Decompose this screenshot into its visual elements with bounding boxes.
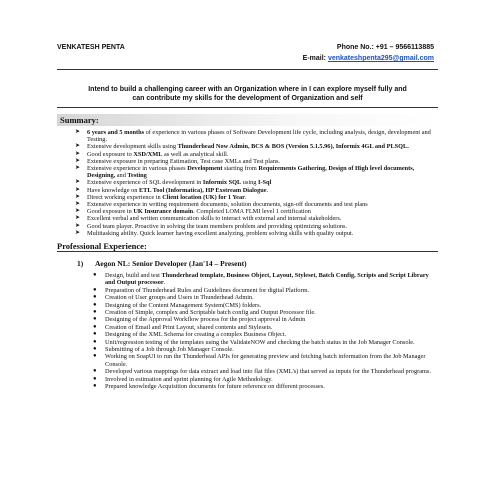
arrow-bullet-icon: ➤ [75,201,81,208]
summary-heading: Summary: [60,115,99,125]
list-item: ● Submitting of a Job through Job Manager Console. [93,346,234,354]
list-item: ➤ Extensive experience in various phases Development starting from Requirements Gathering, Design of High level documents, Designing, and Testing [75,165,415,180]
list-item: ➤ Good exposure in UK Insurance domain. Completed LOMA FLMI level 1 certification [75,208,311,216]
experience-rule [57,251,438,252]
round-bullet-icon: ● [93,316,97,323]
responsibility-list [57,272,435,391]
round-bullet-icon: ● [93,383,97,390]
round-bullet-icon: ● [93,331,97,338]
list-item: ● Creation of Email and Print Layout, shared contents and Stylesets. [93,323,273,331]
email-line [303,55,434,62]
round-bullet-icon: ● [93,272,97,278]
experience-heading: Professional Experience: [57,241,147,251]
list-item: ● Creation of User groups and Users in Thunderhead Admin. [93,294,254,302]
candidate-name: VENKATESH PENTA [57,44,125,51]
list-item: ➤ 6 years and 5 months of experience in various phases of Software Development life cycle, including analysis, design, development and Testing. [75,129,431,144]
list-item: ● Designing of the Content Management System(CMS) folders. [93,301,262,309]
list-item: ● Prepared knowledge Acquisition documents for future reference on different processes. [93,383,325,391]
list-item: ● Designing of the Approval Workflow process for the project approval in Admin [93,316,306,324]
round-bullet-icon: ● [93,375,97,382]
list-item: ● Creation of Simple, complex and Scriptable batch config and Output Processor file. [93,309,316,317]
arrow-bullet-icon: ➤ [75,150,81,157]
arrow-bullet-icon: ➤ [75,215,81,222]
arrow-bullet-icon: ➤ [75,179,81,186]
arrow-bullet-icon: ➤ [75,208,81,215]
list-item: ● Designing of the XML Schema for creating a complex Business Object. [93,331,287,339]
arrow-bullet-icon: ➤ [75,222,81,229]
header-rule [57,69,438,70]
summary-list [57,129,437,237]
resume-header [57,44,438,66]
arrow-bullet-icon: ➤ [75,229,81,236]
round-bullet-icon: ● [93,286,97,293]
summary-heading-band [57,114,438,126]
round-bullet-icon: ● [93,338,97,345]
arrow-bullet-icon: ➤ [75,165,81,172]
objective-line: Intend to build a challenging career with an Organization where in I can explore myself fully and [88,86,407,93]
round-bullet-icon: ● [93,323,97,330]
list-item: ➤ Multitasking ability. Quick learner having excellent analyzing, problem solving skills with quality output. [75,229,354,237]
list-item: ➤ Have knowledge on ETL Tool (Informatica), HP Exstream Dialogue. [75,186,269,194]
list-item: ➤ Extensive experience of SQL development in Informix SQL using I-Sql [75,179,272,187]
list-item: ● Design, build and test Thunderhead template, Business Object, Layout, Styleset, Batch Config, Scripts and Script Library and Output processor. [93,272,429,287]
list-item: ● Involved in estimation and sprint planning for Agile Methodology. [93,375,273,383]
round-bullet-icon: ● [93,301,97,308]
arrow-bullet-icon: ➤ [75,143,81,150]
arrow-bullet-icon: ➤ [75,129,81,135]
round-bullet-icon: ● [93,368,97,375]
email-label: E-mail: [302,55,328,62]
phone-number: Phone No.: +91 – 9566113885 [336,44,434,51]
job-title [77,259,247,268]
arrow-bullet-icon: ➤ [75,157,81,164]
email-link[interactable]: venkateshpenta295@gmail.com [327,55,434,62]
list-item: ➤ Direct working experience in Client location (UK) for 1 Year. [75,193,247,201]
round-bullet-icon: ● [93,294,97,301]
job-number: 1) [77,259,84,268]
arrow-bullet-icon: ➤ [75,186,81,193]
list-item: ➤ Extensive experience in writing requirement documents, solution documents, sign-off documents and test plans [75,201,368,209]
objective-line: can contribute my skills for the development of Organization and self [132,95,363,102]
list-item: ● Unit/regression testing of the templates using the ValidateNOW and checking the batch status in the Job Manager Console. [93,338,415,346]
round-bullet-icon: ● [93,309,97,316]
list-item: ➤ Extensive development skills using Thunderhead Now Admin, BCS & BOS (Version 5.1.5.96), Informix 4GL and PLSQL. [75,143,409,151]
list-item: ➤ Good exposure to XSD/XML as well as analytical skill. [75,150,229,158]
objective-statement [57,85,438,103]
list-item: ● Working on SoapUI to run the Thunderhead APIs for generating preview and fetching batch information from the Job Manager Console. [93,353,426,368]
list-item: ● Developed various mappings for data extract and load into flat files (XML's) that served as inputs for the Thunderhead programs. [93,368,431,376]
job-title-text: Aegon NL: Senior Developer (Jan'14 – Present) [95,259,247,268]
round-bullet-icon: ● [93,346,97,353]
list-item: ● Preparation of Thunderhead Rules and Guidelines document for digital Platform. [93,286,310,294]
arrow-bullet-icon: ➤ [75,193,81,200]
round-bullet-icon: ● [93,353,97,360]
list-item: ➤ Extensive exposure in preparing Estimation, Test case XMLs and Test plans. [75,157,280,165]
objective-rule [57,107,438,108]
list-item: ➤ Good team player. Proactive in solving the team members problem and providing optimizing solutions. [75,222,348,230]
list-item: ➤ Excellent verbal and written communication skills to interact with external and internal stakeholders. [75,215,342,223]
